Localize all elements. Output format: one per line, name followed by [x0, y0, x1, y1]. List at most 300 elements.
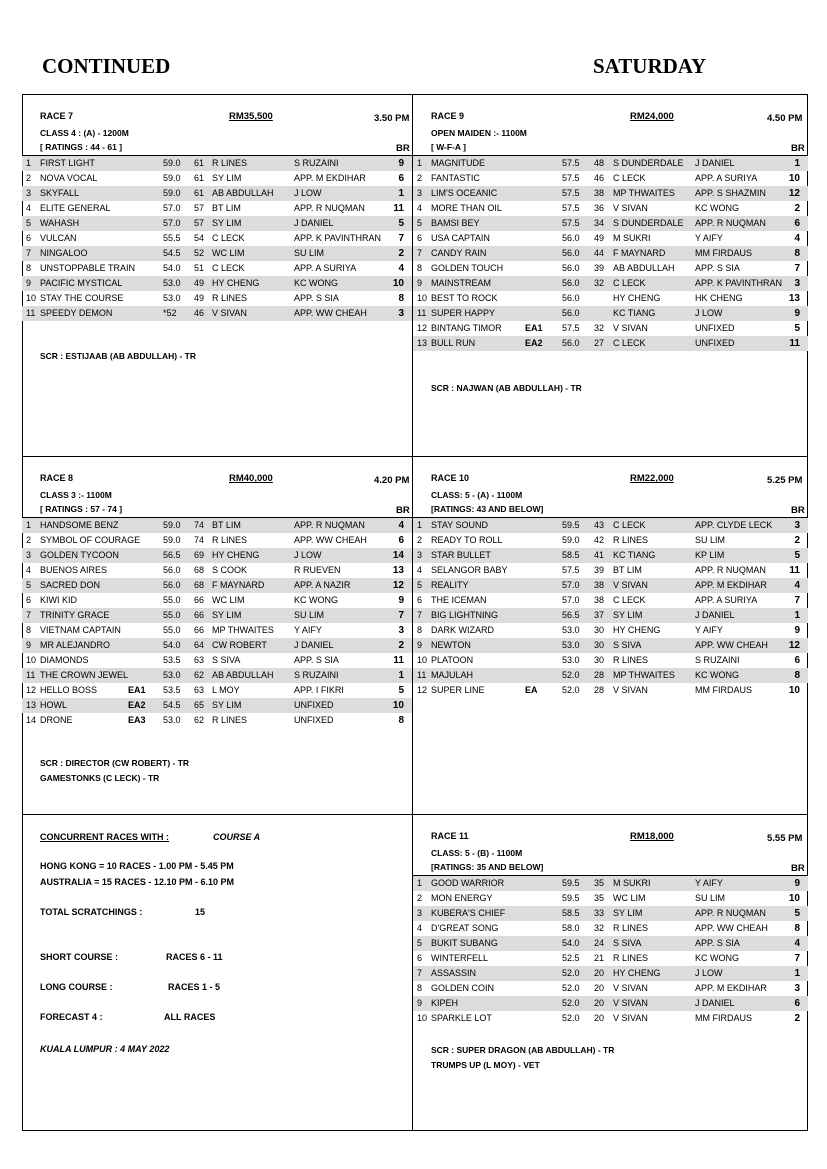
horse-name: BIG LIGHTNING	[431, 610, 499, 620]
trainer: APP. A SURIYA	[695, 173, 758, 183]
weight: 57.5	[562, 188, 580, 198]
weight: 53.0	[163, 670, 181, 680]
jockey: C LECK	[613, 595, 646, 605]
horse-name: USA CAPTAIN	[431, 233, 490, 243]
runner-row	[22, 698, 412, 713]
barrier: 3	[398, 625, 404, 636]
barrier: 13	[788, 293, 800, 304]
horse-name: MAGNITUDE	[431, 158, 485, 168]
rating: 68	[194, 565, 205, 575]
runner-number: 6	[417, 233, 423, 243]
trainer: APP. R NUQMAN	[695, 218, 766, 228]
jockey: WC LIM	[613, 893, 646, 903]
runner-number: 6	[417, 595, 423, 605]
horse-name: KUBERA'S CHIEF	[431, 908, 506, 918]
rating: 34	[594, 218, 605, 228]
runner-row	[413, 186, 808, 201]
runner-row	[413, 261, 808, 276]
trainer: J DANIEL	[695, 998, 735, 1008]
runner-row	[413, 155, 808, 171]
race-prize: RM35,500	[229, 111, 273, 122]
horse-name: GOLDEN COIN	[431, 983, 495, 993]
race-class: CLASS: 5 - (B) - 1100M	[431, 848, 523, 858]
jockey: M SUKRI	[613, 233, 651, 243]
trainer: APP. WW CHEAH	[695, 640, 768, 650]
runner-number: 5	[26, 580, 32, 590]
runner-row	[413, 668, 808, 683]
weight: 54.0	[163, 640, 181, 650]
jockey: C LECK	[613, 278, 646, 288]
weight: 56.0	[562, 278, 580, 288]
horse-name: LIM'S OCEANIC	[431, 188, 498, 198]
horse-name: PLATOON	[431, 655, 474, 665]
jockey: F MAYNARD	[212, 580, 265, 590]
weight: 56.0	[562, 248, 580, 258]
jockey: V SIVAN	[613, 998, 648, 1008]
weight: 56.0	[562, 338, 580, 348]
horse-name: DIAMONDS	[40, 655, 89, 665]
barrier-header: BR	[396, 143, 410, 154]
jockey: S SIVA	[212, 655, 241, 665]
rating: 32	[594, 923, 605, 933]
trainer: APP. S SIA	[695, 263, 740, 273]
rating: 32	[594, 278, 605, 288]
race-title: RACE 7	[40, 111, 74, 121]
weight: 58.5	[562, 550, 580, 560]
jockey: MP THWAITES	[613, 188, 675, 198]
runner-number: 4	[417, 203, 423, 213]
runner-row	[413, 336, 808, 351]
race-time: 5.25 PM	[767, 475, 803, 486]
runner-number: 10	[26, 655, 37, 665]
runner-number: 12	[417, 323, 428, 333]
barrier: 14	[392, 550, 404, 561]
weight: 58.0	[562, 923, 580, 933]
runner-number: 12	[26, 685, 37, 695]
runner-number: 2	[417, 173, 423, 183]
horse-name: WINTERFELL	[431, 953, 489, 963]
jockey: CW ROBERT	[212, 640, 267, 650]
race-prize: RM22,000	[630, 473, 674, 484]
rating: 54	[194, 233, 205, 243]
rating: 66	[194, 610, 205, 620]
runner-number: 3	[417, 188, 423, 198]
race-title: RACE 8	[40, 473, 74, 483]
weight: 54.5	[163, 248, 181, 258]
weight: 59.0	[562, 535, 580, 545]
weight: 56.0	[562, 263, 580, 273]
trainer: J LOW	[695, 968, 723, 978]
jockey: BT LIM	[613, 565, 642, 575]
runner-row	[413, 951, 808, 966]
barrier: 4	[794, 233, 800, 244]
jockey: V SIVAN	[613, 323, 648, 333]
rating: 44	[594, 248, 605, 258]
rating: 63	[194, 655, 205, 665]
rating: 61	[194, 158, 205, 168]
runner-list	[22, 517, 412, 728]
jockey: MP THWAITES	[613, 670, 675, 680]
runner-number: 3	[417, 908, 423, 918]
barrier: 3	[398, 308, 404, 319]
rating: 52	[194, 248, 205, 258]
horse-name: SPARKLE LOT	[431, 1013, 492, 1023]
trainer: APP. M EKDIHAR	[294, 173, 366, 183]
horse-name: STAR BULLET	[431, 550, 491, 560]
trainer: APP. A NAZIR	[294, 580, 351, 590]
race-ratings: [ RATINGS : 57 - 74 ]	[40, 504, 123, 514]
horse-name: BAMSI BEY	[431, 218, 480, 228]
jockey: BT LIM	[212, 203, 241, 213]
barrier: 10	[392, 700, 404, 711]
weight: 56.5	[163, 550, 181, 560]
barrier: 5	[794, 323, 800, 334]
barrier: 5	[398, 685, 404, 696]
rating: 32	[594, 323, 605, 333]
scratching-note: SCR : ESTIJAAB (AB ABDULLAH) - TR	[40, 351, 196, 361]
race-time: 4.50 PM	[767, 113, 803, 124]
jockey: AB ABDULLAH	[212, 670, 274, 680]
jockey: KC TIANG	[613, 550, 656, 560]
trainer: APP. R NUQMAN	[294, 520, 365, 530]
rating: 20	[594, 968, 605, 978]
runner-number: 10	[417, 655, 428, 665]
jockey: C LECK	[613, 338, 646, 348]
weight: 59.0	[163, 158, 181, 168]
rating: 37	[594, 610, 605, 620]
weight: 53.0	[562, 655, 580, 665]
weight: 59.0	[163, 188, 181, 198]
trainer: MM FIRDAUS	[695, 1013, 752, 1023]
runner-number: 9	[417, 998, 423, 1008]
weight: 55.5	[163, 233, 181, 243]
barrier: 6	[398, 535, 404, 546]
trainer: APP. WW CHEAH	[695, 923, 768, 933]
jockey: SY LIM	[212, 173, 242, 183]
race-prize: RM18,000	[630, 831, 674, 842]
forecast-label: FORECAST 4 :	[40, 1012, 103, 1022]
weight: 57.0	[163, 218, 181, 228]
emergency-acceptor: EA1	[525, 323, 543, 333]
race-9-panel	[413, 94, 808, 456]
weight: 53.0	[562, 640, 580, 650]
barrier: 1	[794, 968, 800, 979]
runner-number: 3	[26, 188, 32, 198]
runner-list	[413, 875, 808, 1026]
place-date: KUALA LUMPUR : 4 MAY 2022	[40, 1044, 170, 1054]
horse-name: SKYFALL	[40, 188, 80, 198]
trainer: APP. WW CHEAH	[294, 308, 367, 318]
jockey: R LINES	[613, 655, 649, 665]
runner-number: 7	[417, 610, 423, 620]
barrier: 3	[794, 520, 800, 531]
runner-number: 4	[417, 565, 423, 575]
emergency-acceptor: EA2	[525, 338, 543, 348]
weight: 53.0	[163, 715, 181, 725]
trainer: J LOW	[294, 188, 322, 198]
barrier: 6	[794, 655, 800, 666]
horse-name: MAJULAH	[431, 670, 474, 680]
runner-row	[413, 291, 808, 306]
horse-name: MORE THAN OIL	[431, 203, 502, 213]
trainer: J LOW	[294, 550, 322, 560]
horse-name: THE CROWN JEWEL	[40, 670, 129, 680]
australia-races: AUSTRALIA = 15 RACES - 12.10 PM - 6.10 PM	[40, 877, 234, 887]
horse-name: HOWL	[40, 700, 67, 710]
barrier: 4	[398, 520, 404, 531]
rating: 46	[594, 173, 605, 183]
horse-name: SYMBOL OF COURAGE	[40, 535, 141, 545]
weight: 57.5	[562, 173, 580, 183]
barrier-header: BR	[396, 505, 410, 516]
rating: 30	[594, 640, 605, 650]
barrier: 6	[794, 218, 800, 229]
scratching-note: SCR : SUPER DRAGON (AB ABDULLAH) - TR	[431, 1045, 615, 1055]
race-class: CLASS 4 : (A) - 1200M	[40, 128, 129, 138]
rating: 20	[594, 998, 605, 1008]
weight: 52.0	[562, 685, 580, 695]
jockey: V SIVAN	[613, 1013, 648, 1023]
jockey: SY LIM	[613, 908, 643, 918]
barrier-header: BR	[791, 863, 805, 874]
race-8-panel	[22, 456, 412, 814]
horse-name: BEST TO ROCK	[431, 293, 498, 303]
rating: 57	[194, 218, 205, 228]
runner-number: 1	[417, 878, 423, 888]
trainer: HK CHENG	[695, 293, 743, 303]
race-7-panel	[22, 94, 412, 456]
runner-row	[413, 875, 808, 891]
barrier: 2	[398, 640, 404, 651]
runner-number: 8	[417, 625, 423, 635]
jockey: HY CHENG	[212, 550, 260, 560]
rating: 63	[194, 685, 205, 695]
barrier: 1	[398, 188, 404, 199]
barrier: 8	[794, 923, 800, 934]
runner-row	[22, 623, 412, 638]
runner-number: 10	[417, 1013, 428, 1023]
weight: 59.5	[562, 893, 580, 903]
horse-name: SACRED DON	[40, 580, 101, 590]
jockey: L MOY	[212, 685, 240, 695]
horse-name: WAHASH	[40, 218, 80, 228]
race-title: RACE 11	[431, 831, 469, 841]
barrier: 12	[788, 640, 800, 651]
barrier: 3	[794, 278, 800, 289]
runner-row	[22, 713, 412, 728]
barrier: 9	[398, 595, 404, 606]
jockey: S COOK	[212, 565, 248, 575]
jockey: AB ABDULLAH	[212, 188, 274, 198]
runner-number: 7	[26, 248, 32, 258]
rating: 30	[594, 655, 605, 665]
runner-row	[413, 548, 808, 563]
trainer: KC WONG	[695, 203, 739, 213]
race-class: CLASS: 5 - (A) - 1100M	[431, 490, 523, 500]
trainer: Y AIFY	[695, 625, 723, 635]
trainer: UNFIXED	[294, 715, 334, 725]
barrier: 11	[789, 565, 800, 576]
runner-number: 10	[26, 293, 37, 303]
trainer: KC WONG	[695, 670, 739, 680]
runner-number: 8	[417, 983, 423, 993]
weight: 58.5	[562, 908, 580, 918]
barrier: 4	[398, 263, 404, 274]
trainer: KC WONG	[294, 595, 338, 605]
jockey: R LINES	[613, 953, 649, 963]
rating: 68	[194, 580, 205, 590]
jockey: S SIVA	[613, 938, 642, 948]
runner-number: 6	[26, 595, 32, 605]
rating: 62	[194, 715, 205, 725]
rating: 36	[594, 203, 605, 213]
barrier: 7	[794, 595, 800, 606]
runner-row	[22, 306, 412, 321]
rating: 38	[594, 580, 605, 590]
short-course-value: RACES 6 - 11	[166, 952, 223, 962]
rating: 62	[194, 670, 205, 680]
race-ratings: [RATINGS: 35 AND BELOW]	[431, 862, 544, 872]
runner-number: 1	[417, 520, 423, 530]
runner-number: 6	[417, 953, 423, 963]
barrier: 2	[398, 248, 404, 259]
jockey: SY LIM	[613, 610, 643, 620]
barrier: 8	[794, 670, 800, 681]
rating: 24	[594, 938, 605, 948]
horse-name: MON ENERGY	[431, 893, 493, 903]
weight: 56.5	[562, 610, 580, 620]
runner-row	[413, 891, 808, 906]
rating: 21	[594, 953, 605, 963]
barrier-header: BR	[791, 505, 805, 516]
runner-row	[22, 186, 412, 201]
barrier: 1	[794, 610, 800, 621]
barrier: 7	[794, 953, 800, 964]
rating: 38	[594, 595, 605, 605]
trainer: UNFIXED	[695, 323, 735, 333]
jockey: C LECK	[212, 263, 245, 273]
rating: 49	[594, 233, 605, 243]
barrier: 2	[794, 535, 800, 546]
runner-row	[22, 517, 412, 533]
trainer: J DANIEL	[294, 640, 334, 650]
rating: 30	[594, 625, 605, 635]
runner-row	[22, 171, 412, 186]
weight: 57.5	[562, 565, 580, 575]
race-ratings: [ RATINGS : 44 - 61 ]	[40, 142, 123, 152]
race-class: CLASS 3 :- 1100M	[40, 490, 112, 500]
runner-row	[22, 593, 412, 608]
runner-row	[413, 623, 808, 638]
barrier: 10	[788, 685, 800, 696]
barrier: 3	[794, 983, 800, 994]
trainer: APP. R NUQMAN	[294, 203, 365, 213]
trainer: APP. M EKDIHAR	[695, 983, 767, 993]
rating: 39	[594, 565, 605, 575]
jockey: HY CHENG	[613, 293, 661, 303]
rating: 39	[594, 263, 605, 273]
jockey: R LINES	[613, 923, 649, 933]
runner-row	[413, 936, 808, 951]
jockey: V SIVAN	[613, 203, 648, 213]
runner-row	[413, 563, 808, 578]
rating: 51	[194, 263, 205, 273]
barrier: 10	[788, 893, 800, 904]
scratching-note: GAMESTONKS (C LECK) - TR	[40, 773, 160, 783]
runner-number: 5	[417, 938, 423, 948]
rating: 43	[594, 520, 605, 530]
horse-name: REALITY	[431, 580, 469, 590]
scratching-note: SCR : NAJWAN (AB ABDULLAH) - TR	[431, 383, 582, 393]
weight: 53.5	[163, 685, 181, 695]
horse-name: HANDSOME BENZ	[40, 520, 119, 530]
hong-kong-races: HONG KONG = 10 RACES - 1.00 PM - 5.45 PM	[40, 861, 234, 871]
jockey: WC LIM	[212, 248, 245, 258]
weight: 56.0	[562, 308, 580, 318]
barrier: 5	[794, 908, 800, 919]
trainer: J LOW	[695, 308, 723, 318]
race-class: OPEN MAIDEN :- 1100M	[431, 128, 527, 138]
horse-name: MAINSTREAM	[431, 278, 492, 288]
runner-row	[413, 906, 808, 921]
weight: 52.0	[562, 1013, 580, 1023]
runner-number: 1	[417, 158, 423, 168]
barrier: 13	[392, 565, 404, 576]
runner-number: 1	[26, 158, 32, 168]
trainer: APP. K PAVINTHRAN	[294, 233, 382, 243]
runner-row	[22, 638, 412, 653]
runner-number: 5	[417, 580, 423, 590]
horse-name: STAY SOUND	[431, 520, 489, 530]
rating: 49	[194, 293, 205, 303]
runner-row	[413, 306, 808, 321]
trainer: S RUZAINI	[294, 670, 339, 680]
barrier: 5	[398, 218, 404, 229]
trainer: MM FIRDAUS	[695, 248, 752, 258]
rating: 66	[194, 625, 205, 635]
race-time: 4.20 PM	[374, 475, 410, 486]
race-time: 5.55 PM	[767, 833, 803, 844]
barrier: 2	[794, 203, 800, 214]
runner-row	[22, 231, 412, 246]
concurrent-races-label: CONCURRENT RACES WITH :	[40, 832, 169, 842]
runner-number: 11	[26, 308, 36, 318]
jockey: SY LIM	[212, 610, 242, 620]
horse-name: GOLDEN TYCOON	[40, 550, 119, 560]
long-course-label: LONG COURSE :	[40, 982, 113, 992]
barrier: 7	[398, 233, 404, 244]
runner-number: 5	[26, 218, 32, 228]
weight: 57.5	[562, 203, 580, 213]
runner-number: 3	[417, 550, 423, 560]
barrier: 11	[393, 203, 404, 214]
horse-name: PACIFIC MYSTICAL	[40, 278, 123, 288]
barrier: 8	[398, 715, 404, 726]
horse-name: ASSASSIN	[431, 968, 477, 978]
trainer: SU LIM	[695, 535, 726, 545]
jockey: KC TIANG	[613, 308, 656, 318]
emergency-acceptor: EA1	[128, 685, 146, 695]
jockey: AB ABDULLAH	[613, 263, 675, 273]
weight: 57.0	[562, 595, 580, 605]
trainer: J DANIEL	[695, 610, 735, 620]
trainer: APP. M EKDIHAR	[695, 580, 767, 590]
barrier: 9	[398, 158, 404, 169]
horse-name: KIWI KID	[40, 595, 78, 605]
rating: 48	[594, 158, 605, 168]
runner-row	[22, 261, 412, 276]
runner-row	[413, 246, 808, 261]
